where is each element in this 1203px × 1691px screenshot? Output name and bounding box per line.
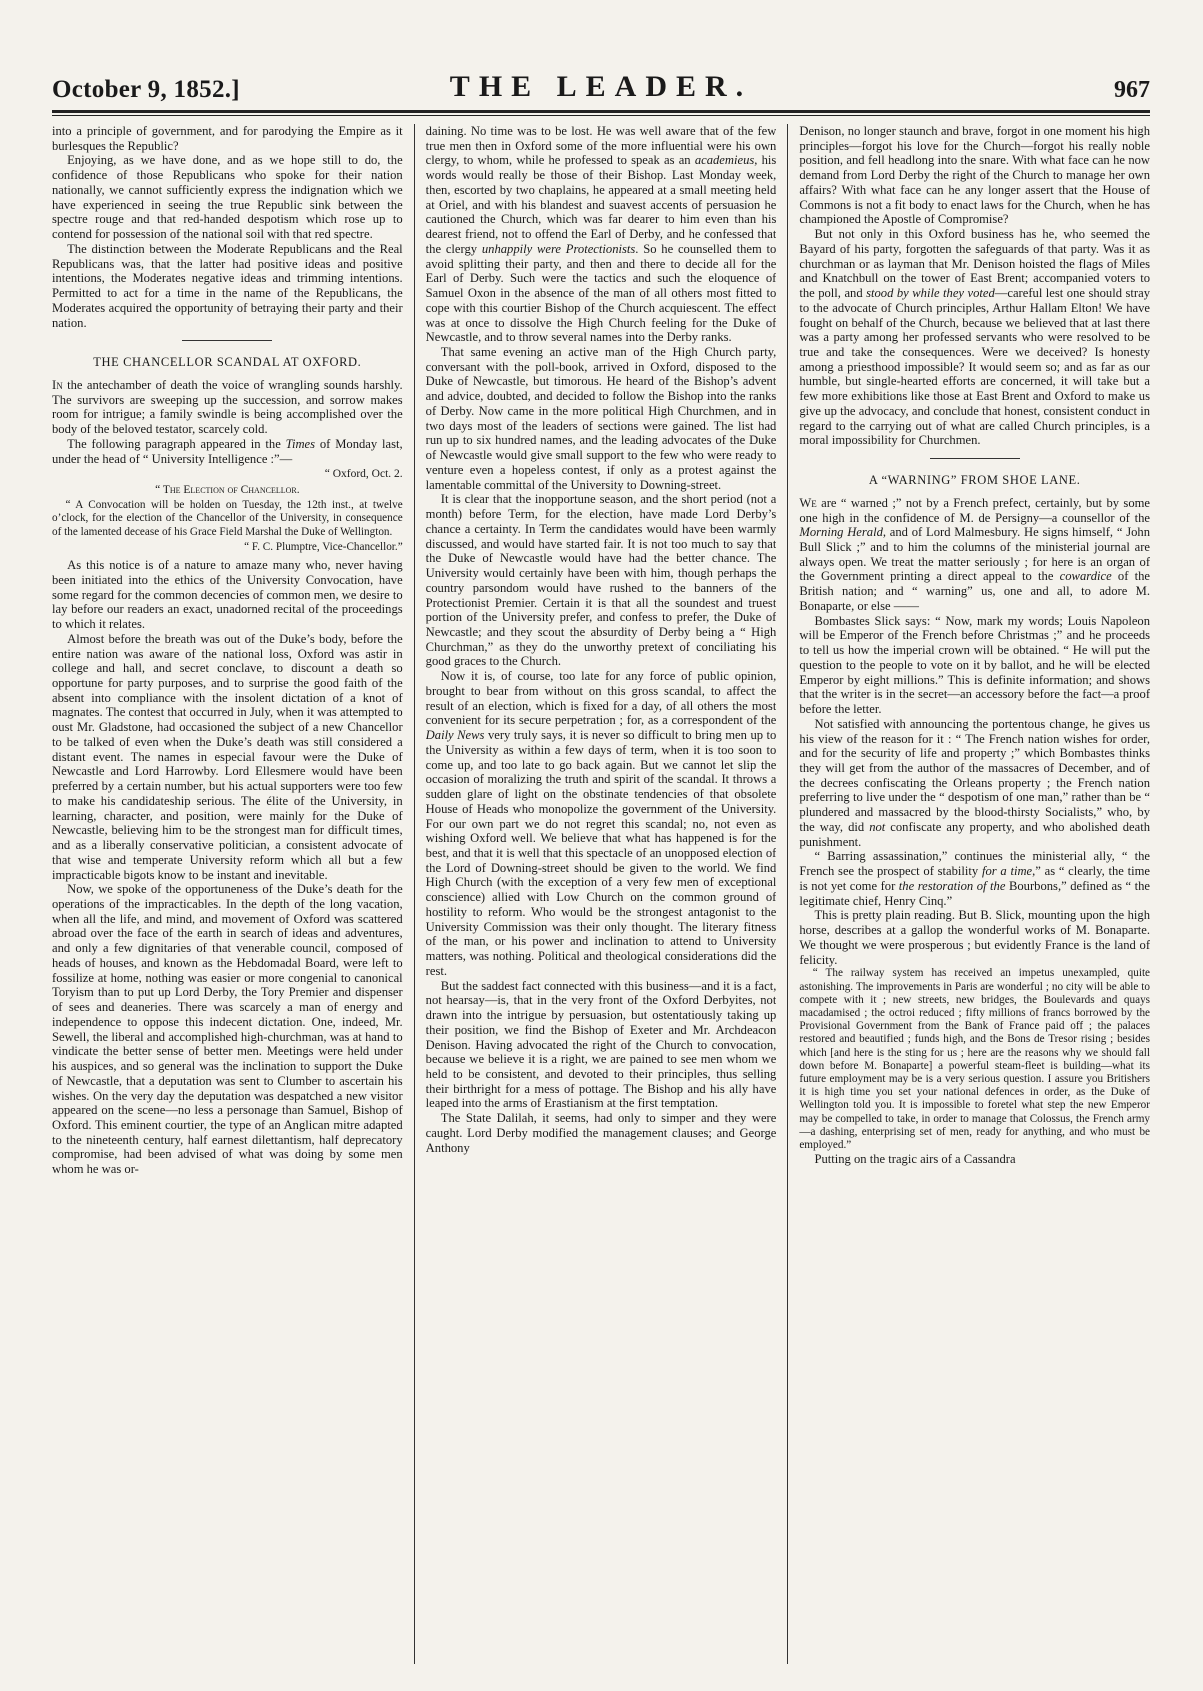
column-divider	[414, 124, 415, 1664]
paragraph: It is clear that the inopportune season, and the short period (not a month) before Term, for the election, have made Lord Derby’s chance a certainty. In Term the candidates would have been warmly discussed, and would have started fair. It is not too much to say that the Duke of Newcastle would have had the better chance. The University would certainly have been with him, though perhaps the country parsondom would have rushed to the banners of the Protectionist Premier. Certain it is that all the soundest and truest portion of the University prefer, and confess to prefer, the Duke of Newcastle; and they scout the absurdity of Derby being a “ High Churchman,” as they do the unworthy pretext of conciliating his good graces to the Church.	[425, 492, 777, 669]
notice-dateline: “ Oxford, Oct. 2.	[324, 468, 403, 481]
paragraph: Enjoying, as we have done, and as we hope still to do, the confidence of those Republicans who spoke for their nation nationally, we cannot sufficiently express the indignation which we have experienced in seeing the true Republic sink between the spectre rouge and that red-handed despotism which rose up to contend for possession of the national soil with that red spectre.	[52, 153, 403, 242]
paragraph: The distinction between the Moderate Republicans and the Real Republicans was, that the latter had positive ideas and positive intentions, the Moderates negative ideas and trimming intentions. Permitted to act for a time in the name of the Republicans, the Moderates acquired the opportunity of betraying their party and their nation.	[52, 241, 403, 330]
masthead-rule-thin	[52, 115, 1150, 116]
masthead	[52, 60, 1150, 104]
section-divider	[930, 458, 1020, 459]
column-2	[426, 124, 777, 1664]
paragraph: “ Barring assassination,” continues the ministerial ally, “ the French see the prospect of stability for a time,” as “ clearly, the time is not yet come for the restoration of the Bourbons,” defined as “ the legitimate chief, Henry Cinq.”	[799, 849, 1151, 908]
paragraph: The State Dalilah, it seems, had only to simper and they were caught. Lord Derby modified the management clauses; and George Anthony	[425, 1111, 777, 1155]
paragraph: Now, we spoke of the opportuneness of the Duke’s death for the operations of the impracticables. In the depth of the long vacation, when all the life, and mind, and movement of Oxford was scattered abroad over the face of the earth in search of ideas and adventures, and only a few dignitaries of that venerable council, composed of heads of houses, and known as the Hebdomadal Board, were left to fossilize at home, nothing was easier or more congenial to canonical Toryism than to put up Lord Derby, the Tory Premier and dispenser of sees and deaneries. There was scarcely a man of energy and independence to oppose this indecent dictation. One, indeed, Mr. Sewell, the liberal and accomplished high-churchman, was at hand to vindicate the better sense of better men. Meetings were held under his auspices, and so general was the inclination to support the Duke of Newcastle, that a deputation was sent to Clumber to ascertain his wishes. On the very day the deputation was despatched a new visitor appeared on the scene—no less a personage than Samuel, Bishop of Oxford. This eminent courtier, the type of an Anglican mitre adapted to the nineteenth century, half earnest dilettantism, half deprecatory compromise, had been advised of what was doing by some men whom he was or-	[52, 882, 403, 1177]
text-columns	[52, 124, 1150, 1664]
column-3	[799, 124, 1150, 1664]
issue-date: October 9, 1852.]	[52, 76, 240, 103]
notice-signature: “ F. C. Plumptre, Vice-Chancellor.”	[244, 540, 403, 553]
paragraph: This is pretty plain reading. But B. Slick, mounting upon the high horse, describes at a gallop the wonderful works of M. Bonaparte. We thought we were prosperous ; but evidently France is the land of felicity.	[799, 908, 1151, 967]
masthead-rule	[52, 110, 1150, 113]
article-heading: A “WARNING” FROM SHOE LANE.	[868, 473, 1081, 488]
column-divider	[787, 124, 788, 1664]
newspaper-page	[52, 60, 1150, 1675]
notice-text: “ A Convocation will be holden on Tuesday, the 12th inst., at twelve o’clock, for the election of the Chancellor of the University, in consequence of the lamented decease of his Grace Field Marshal the Duke of Wellington.	[52, 499, 403, 538]
paragraph: We are “ warned ;” not by a French prefect, certainly, but by some one high in the confidence of M. de Persigny—a counsellor of the Morning Herald, and of Lord Malmesbury. He signs himself, “ John Bull Slick ;” and to him the columns of the ministerial journal are always open. We treat the matter seriously ; for here is an organ of the Government printing a direct appeal to the cowardice of the British nation; and “ warning” us, one and all, to adore M. Bonaparte, or else ——	[799, 495, 1151, 613]
paragraph: But not only in this Oxford business has he, who seemed the Bayard of his party, forgotten the safeguards of that party. Was it as churchman or as layman that Mr. Denison hoisted the flags of Miles and Knatchbull on the tower of East Brent; accompanied voters to the poll, and stood by while they voted—careful lest one should stray to the advocate of Church principles, Arthur Hallam Elton! We have fought on behalf of the Church, because we believed that at last there was a party among her professed servants who were resolved to be true and take the consequences. Were we deceived? Is honesty among a priesthood impossible? It would seem so; and as far as our humble, but single-hearted efforts are concerned, it will take but a few more exhibitions like those at East Brent and Oxford to make us give up the advocacy, and conclude that honest, consistent conduct in regard to the carrying out of what are called Church principles, is a moral impossibility for Churchmen.	[799, 227, 1151, 448]
paragraph: Now it is, of course, too late for any force of public opinion, brought to bear from without on this gross scandal, to affect the result of an election, which is fixed for a day, of all others the most convenient for its secure perpetration ; for, as a correspondent of the Daily News very truly says, it is never so difficult to bring men up to the University as within a few days of term, when it is too soon to come up, and too late to go back again. But we cannot let slip the occasion of moralizing the truth and spirit of the scandal. It throws a sudden glare of light on the obstinate tendencies of that obsolete House of Heads who monopolize the government of the University. For our own part we do not regret this scandal; no, not even as wishing Oxford well. We believe that what has happened is for the best, and that it is well that this spectacle of an unopposed election of the Lord of Downing-street should be given to the world. We find High Church (with the exception of a very few men of exceptional conscience) allied with Low Church on the common ground of hostility to reform. Who would be the strongest antagonist to the University Commission was their only thought. The literary fitness of the man, or his power and inclination to attend to University matters, was nothing. Political and theological considerations did the rest.	[425, 669, 777, 978]
section-divider	[182, 340, 272, 341]
article-heading: THE CHANCELLOR SCANDAL AT OXFORD.	[93, 355, 362, 370]
paragraph: In the antechamber of death the voice of wrangling sounds harshly. The survivors are sweeping up the succession, and sorrow makes room for intrigue; a family swindle is being accomplished over the body of the beloved testator, scarcely cold.	[52, 377, 403, 437]
paragraph: As this notice is of a nature to amaze many who, never having been initiated into the ethics of the University Convocation, have some regard for the common decencies of common men, we desire to lay before our readers an exact, unadorned recital of the proceedings to which it relates.	[52, 558, 403, 632]
paragraph: But the saddest fact connected with this business—and it is a fact, not hearsay—is, that in the very front of the Oxford Derbyites, not drawn into the intrigue by persuasion, but ostentatiously taking up their position, we find the Bishop of Exeter and Mr. Archdeacon Denison. Having advocated the right of the Church to convocation, because we believe it is a right, we are pained to see men whom we held to be consistent, and devoted to their principles, thus selling their birthright for a mess of pottage. The Bishop and his ally have leaped into the arms of Erastianism at the first temptation.	[425, 978, 777, 1111]
paragraph: Not satisfied with announcing the portentous change, he gives us his view of the reason for it : “ The French nation wishes for order, and for the security of life and property ;” which Bombastes thinks they will get from the author of the massacres of December, and of the decrees confiscating the Orleans property ; the French nation preferring to live under the “ despotism of one man,” rather than be “ plundered and massacred by the blood-thirsty Socialists,” who, by the way, did not confiscate any property, and who abolished death punishment.	[799, 716, 1151, 849]
paragraph: Almost before the breath was out of the Duke’s body, before the entire nation was aware of the national loss, Oxford was astir in college and hall, and secret conclave, to discount a death so opportune for party purposes, and to surprise the good faith of the absent into compliance with the insolent dictation of a knot of magnates. The contest that occurred in July, when it was attempted to oust Mr. Gladstone, had occasioned the subject of a new Chancellor to be talked of even when the Duke’s death was still considered a distant event. The names in especial favour were the Duke of Newcastle and Lord Harrowby. Lord Ellesmere would have been preferred by a certain number, but his actual supporters were too few to make his candidateship serious. The élite of the University, in learning, character, and position, were mainly for the Duke of Newcastle, believing him to be the strongest man for difficult times, and as a liberally conservative politician, a consistent advocate of that wise and temperate University reform which all but a few impracticable bigots know to be instant and inevitable.	[52, 631, 403, 882]
quoted-passage: “ The railway system has received an impetus unexampled, quite astonishing. The improvements in Paris are wonderful ; no city will be able to compete with it ; new streets, new bridges, the Boulevards and quays macadamised ; the octroi reduced ; fifty millions of francs borrowed by the Provisional Government from the Bank of France paid off ; the palaces restored and beautified ; funds high, and the Bons de Tresor rising ; besides which [and here is the sting for us ; here are the reasons why we should fall down before M. Bonaparte] a powerful steam-fleet is building—what its future employment may be is a very serious question. I assure you Britishers it is high time you set your national defences in order, as the Duke of Wellington told you. It is impossible to foretel what step the new Emperor may be compelled to take, in order to manage that Colossus, the French army—a dashing, enterprising set of men, ready for anything, and who must be employed.”	[799, 967, 1151, 1152]
paragraph: Bombastes Slick says: “ Now, mark my words; Louis Napoleon will be Emperor of the French before Christmas ;” and he proceeds to tell us how the imperial crown will be obtained. “ He will put the question to the people to vote on it by ballot, and he will be elected Emperor by eight millions.” This is definite information; and shows that the writer is in the secret—an accessory before the fact—a proof before the letter.	[799, 613, 1151, 717]
lead-word: We	[799, 495, 817, 510]
column-1	[52, 124, 403, 1664]
paragraph: daining. No time was to be lost. He was well aware that of the few true men then in Oxford some of the more influential were his own clergy, to whom, while he professed to speak as an academieus, his words would really be those of their Bishop. Last Monday week, then, escorted by two chaplains, he appeared at a small meeting held at Oriel, and with his blandest and suavest accents of persuasion he cautioned the Church, which was far dearer to him even than his dearest friend, not to offend the Earl of Derby, and he confessed that the clergy unhappily were Protectionists. So he counselled them to avoid splitting their party, and then and there to decide all for the Earl of Derby. Such were the tactics and such the eloquence of Samuel Oxon in the absence of the man of all others most fitted to cope with this courtier Bishop of the Church acquiescent. The effect was at once to dissolve the High Church feeling for the Duke of Newcastle, and to throw several names into the Derby ranks.	[425, 124, 777, 345]
notice-title: “ The Election of Chancellor.	[155, 483, 300, 496]
paragraph: That same evening an active man of the High Church party, conversant with the poll-book, arrived in Oxford, disposed to the Duke of Newcastle, but timorous. He heard of the Bishop’s advent and advice, doubted, and decided to follow the Bishop into the ranks of Derby. Now came in the more political High Churchmen, and in two days most of the leaders of sections were gained. The list had run up to six hundred names, and the leading advocates of the Duke of Newcastle would give small support to the few who were ready to venture even a hopeless contest, if only as a protest against the lamentable committal of the University to Downing-street.	[425, 345, 777, 492]
paragraph: Denison, no longer staunch and brave, forgot in one moment his high principles—forgot his love for the Church—forgot his really noble position, and fell headlong into the snare. With what face can he now demand from Lord Derby the right of the Church to manage her own affairs? With what face can he any longer assert that the House of Commons is not a fit body to enact laws for the Church, when he has championed the Apostle of Compromise?	[799, 124, 1151, 227]
paragraph: The following paragraph appeared in the Times of Monday last, under the head of “ University Intelligence :”—	[52, 436, 403, 466]
lead-word: In	[52, 377, 63, 392]
page-number: 967	[1114, 77, 1150, 103]
paragraph: Putting on the tragic airs of a Cassandra	[814, 1152, 1016, 1167]
newspaper-title: THE LEADER.	[449, 70, 753, 103]
paragraph: into a principle of government, and for parodying the Empire as it burlesques the Republic?	[52, 124, 403, 153]
